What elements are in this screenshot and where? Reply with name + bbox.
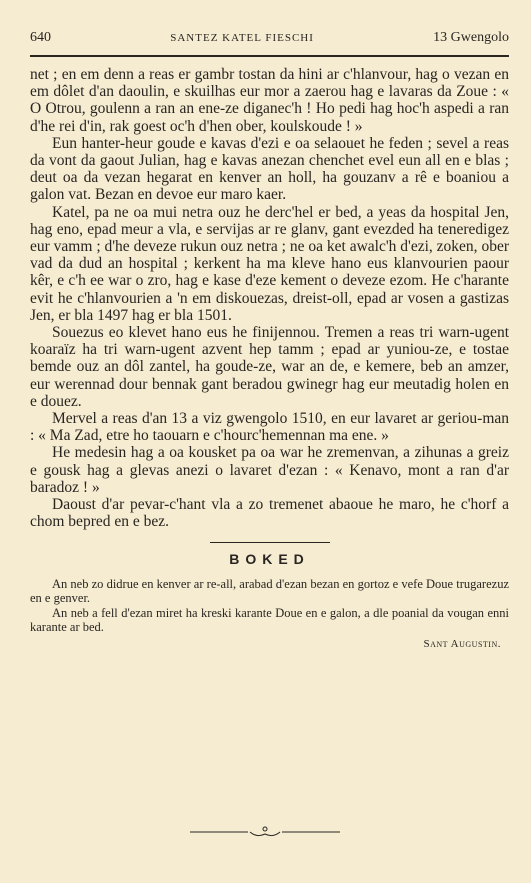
paragraph: Souezus eo klevet hano eus he finijennou. Tremen a reas tri warn-ugent koaraïz ha tri warn-ugent azvent hep tamm ; epad ar yuniou-ze, e tostae bemde ouz an dôl zantel, ha goude-ze, war an de, e kemere, beb an amzer, eur werennad dour bennak gant beradou gwinegr hag eur meutadig holen en e douez. (30, 324, 509, 410)
header-rule (30, 55, 509, 57)
quote-signature: Sant Augustin. (423, 637, 501, 650)
page-body (30, 66, 509, 651)
paragraph: Katel, pa ne oa mui netra ouz he derc'hel er bed, a yeas da hospital Jen, hag eno, epad meur a vla, e servijas ar re glanv, gant evezded ha teneredigez eur vamm ; d'he deveze rukun ouz netra ; ne oa ket awalc'h d'ezi, zoken, ober vad da dud an hospital ; kerkent ha ma kleve hano eus klanvourien paour kêr, e c'h ee war o zro, hag e kase d'eze kement o deveze ezom. He c'harante evit he c'hlanvourien a 'n em diskouezas, dreist-oll, epad ar vosen a gastizas Jen, er bla 1497 hag er bla 1501. (30, 203, 509, 324)
section-title: BOKED (229, 551, 310, 568)
paragraph: Eun hanter-heur goude e kavas d'ezi e oa selaouet he feden ; sevel a reas da vont da gaout Julian, hag e kavas anezan chenchet evel eun all en e blas ; deut oa da vezan hegarat en kenver an holl, ha gouzanv a rê e boaniou a galon vat. Bezan en devoe eur maro kaer. (30, 134, 509, 204)
header-date: 13 Gwengolo (433, 30, 509, 45)
page-number: 640 (30, 30, 51, 45)
paragraph: Daoust d'ar pevar-c'hant vla a zo tremenet abaoue he maro, he c'horf a chom bepred en e bez. (30, 496, 509, 531)
quote-block (30, 577, 509, 652)
paragraph: He medesin hag a oa kousket pa oa war he zremenvan, a zihunas a greiz e gousk hag a glevas anezi o lavaret d'ezan : « Kenavo, mont a ran d'ar baradoz ! » (30, 444, 509, 496)
quote-paragraph: An neb a fell d'ezan miret ha kreski karante Doue en e galon, a dle poanial da vougan enni karante ar bed. (30, 605, 509, 635)
ornament-icon (190, 826, 340, 840)
quote-paragraph: An neb zo didrue en kenver ar re-all, arabad d'ezan bezan en gortoz e vefe Doue trugarezuz en e genver. (30, 576, 509, 606)
page-header (30, 30, 509, 50)
section-divider (210, 542, 330, 543)
running-title: SANTEZ KATEL FIESCHI (170, 32, 314, 44)
paragraph: net ; en em denn a reas er gambr tostan da hini ar c'hlanvour, hag o vezan en em dôlet d'an daoulin, e skuilhas eur mor a zaerou hag e lavaras da Zoue : « O Otrou, goulenn a ran an ene-ze diganec'h ! Ho pedi hag hoc'h aspedi a ran d'he rei d'in, rak goest oc'h d'hen ober, koulskoude ! » (30, 66, 509, 135)
paragraph: Mervel a reas d'an 13 a viz gwengolo 1510, en eur lavaret ar geriou-man : « Ma Zad, etre ho taouarn e c'hourc'hemennan ma ene. » (30, 410, 509, 445)
